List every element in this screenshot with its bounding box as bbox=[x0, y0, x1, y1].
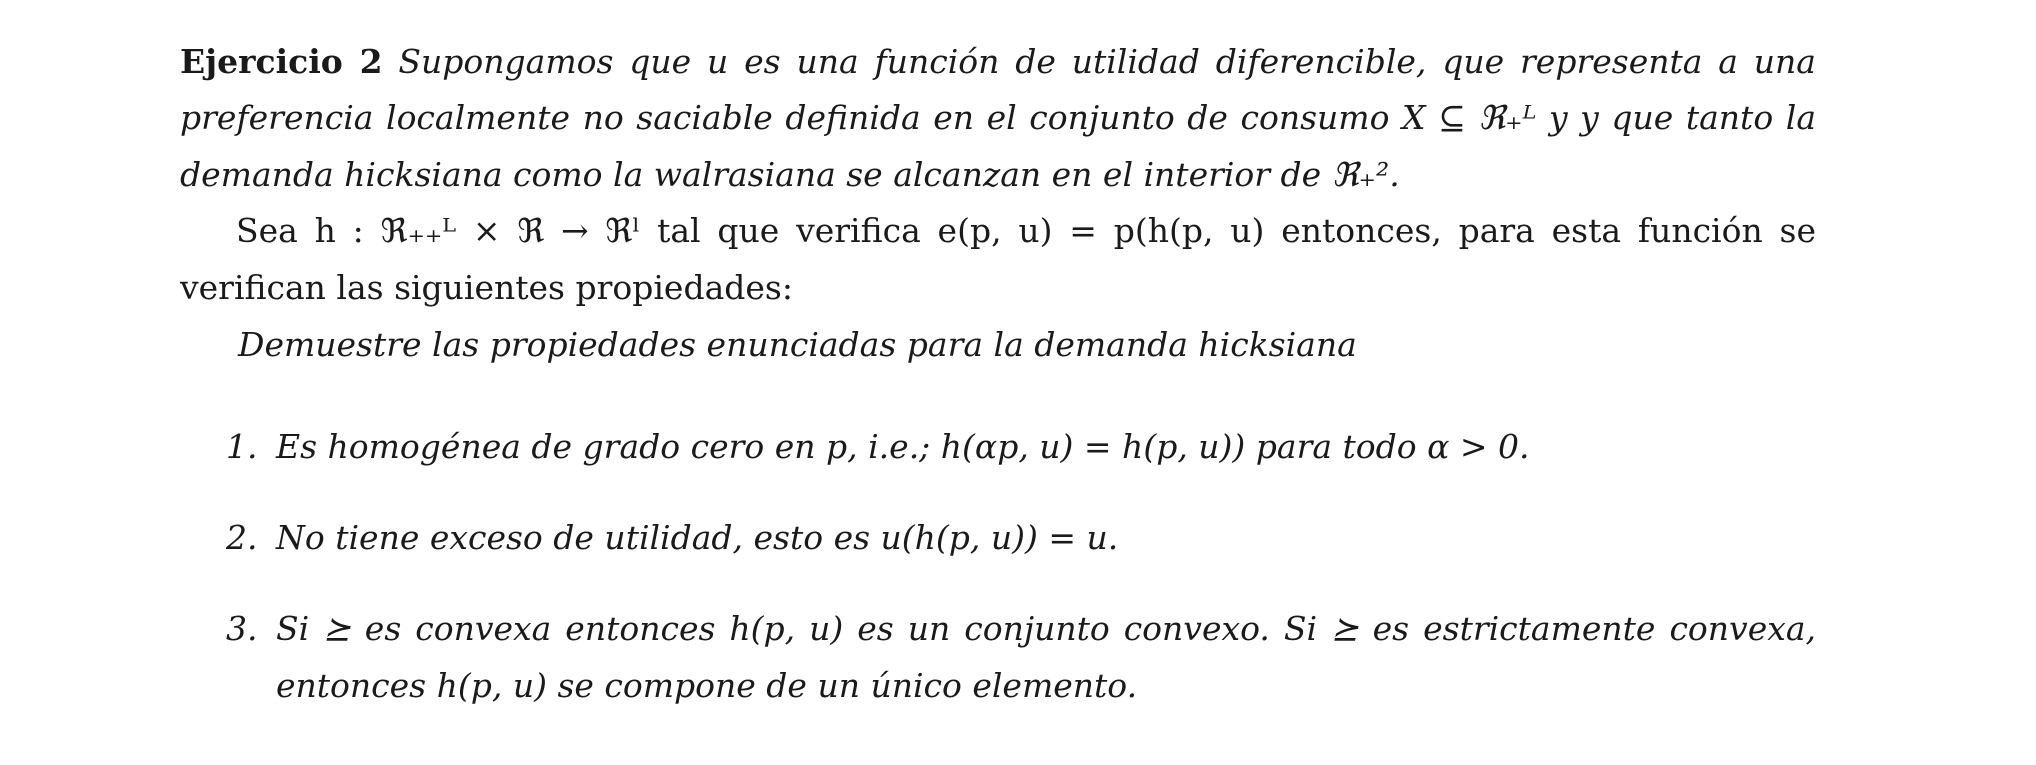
list-item-number: 1. bbox=[226, 427, 258, 466]
sea-paragraph-line-1: Sea h : ℜ₊₊ᴸ × ℜ → ℜˡ tal que verifica e(p, u) = p(h(p, u) entonces, para esta función se bbox=[236, 211, 1816, 250]
list-item-text: No tiene exceso de utilidad, esto es u(h(p, u)) = u. bbox=[276, 518, 1119, 557]
list-item-number: 3. bbox=[226, 609, 258, 648]
list-item-text: Si ⪰ es convexa entonces h(p, u) es un conjunto convexo. Si ⪰ es estrictamente convexa, bbox=[276, 609, 1816, 648]
exercise-statement-line-3: demanda hicksiana como la walrasiana se alcanzan en el interior de ℜ₊². bbox=[180, 155, 1400, 194]
sea-paragraph-line-2: verifican las siguientes propiedades: bbox=[180, 268, 793, 307]
list-item-text-continuation: entonces h(p, u) se compone de un único elemento. bbox=[276, 666, 1138, 705]
instruction-text: Demuestre las propiedades enunciadas para la demanda hicksiana bbox=[238, 325, 1357, 364]
list-item-number: 2. bbox=[226, 518, 258, 557]
exercise-heading: Ejercicio 2 bbox=[180, 42, 383, 81]
list-item-text: Es homogénea de grado cero en p, i.e.; h(αp, u) = h(p, u)) para todo α > 0. bbox=[276, 427, 1530, 466]
exercise-statement-line-2: preferencia localmente no saciable definida en el conjunto de consumo X ⊆ ℜ₊ᴸ y y que tanto la bbox=[180, 98, 1816, 137]
statement-text: Supongamos que u es una función de utilidad diferencible, que representa a una bbox=[398, 42, 1816, 81]
exercise-statement-line-1 bbox=[180, 42, 1816, 82]
